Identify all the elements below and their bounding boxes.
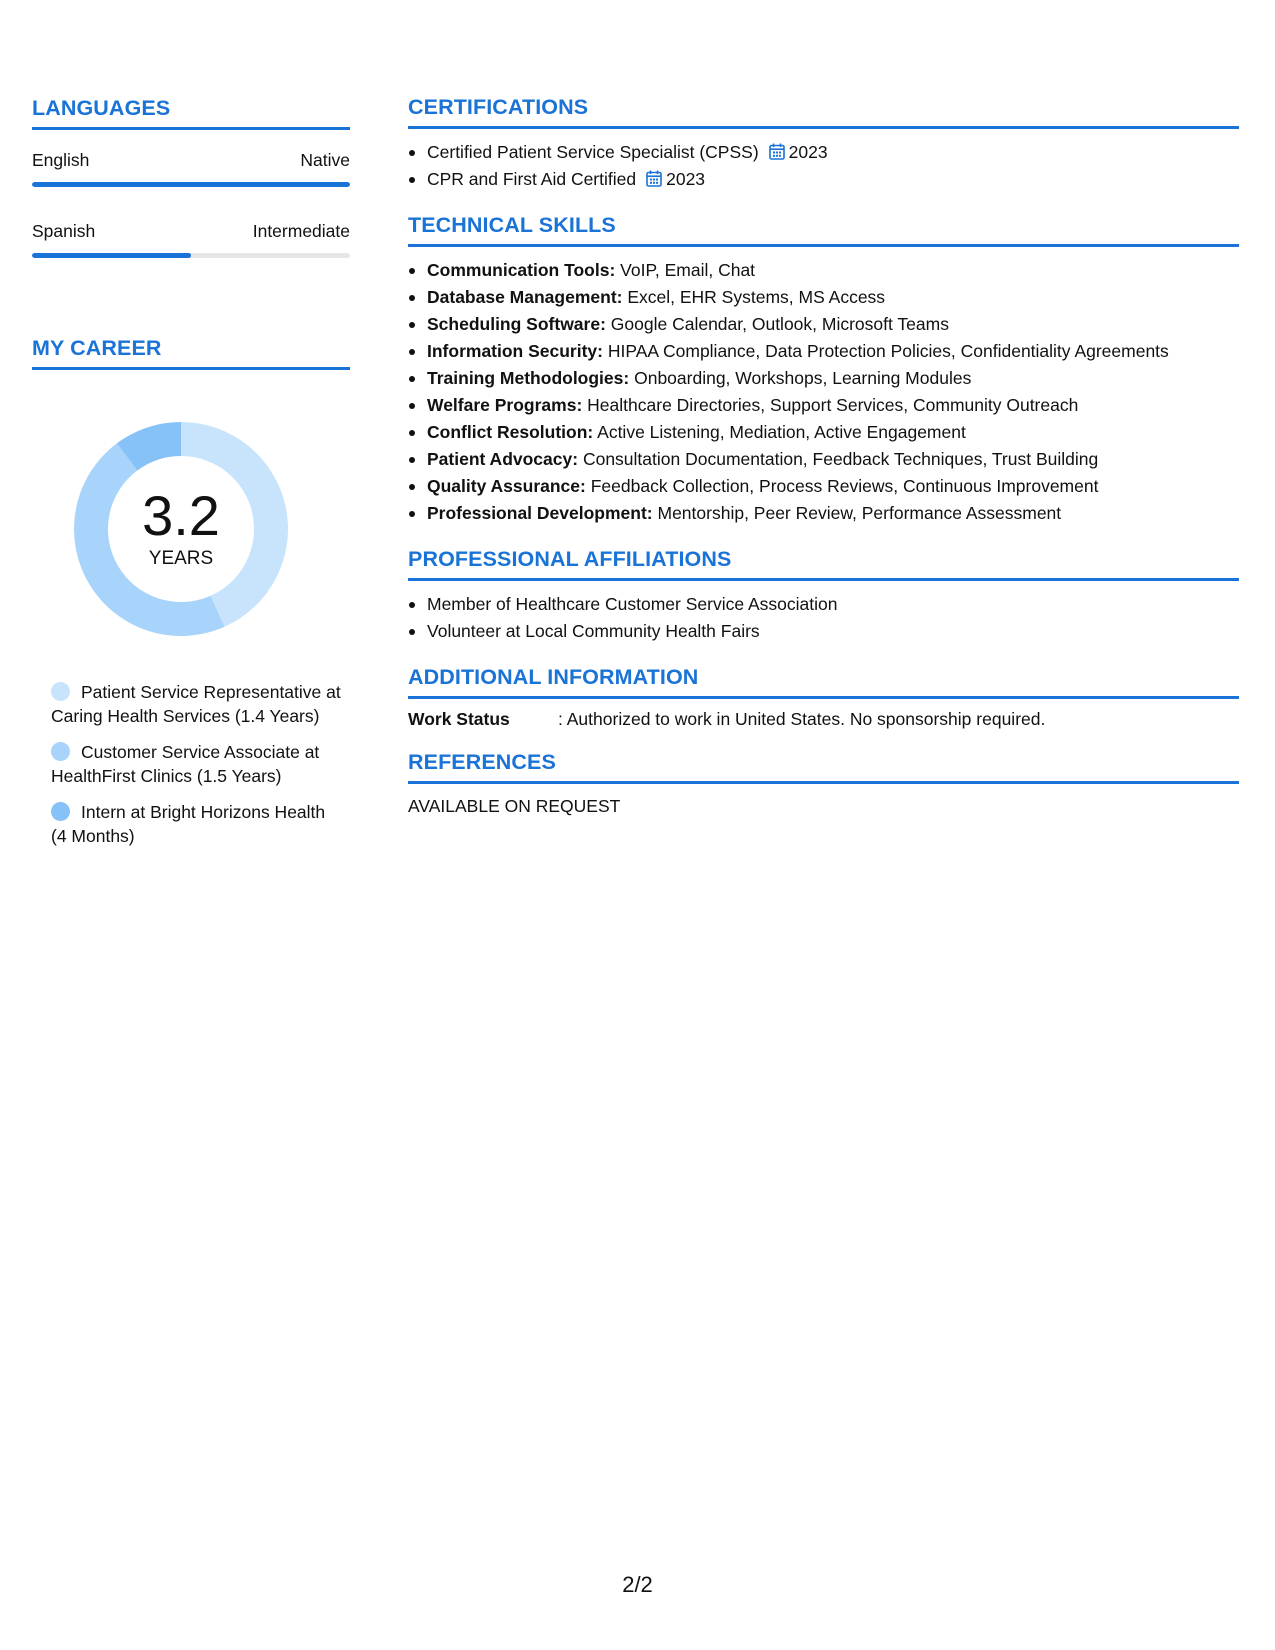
legend-dot [51, 682, 70, 701]
languages-heading: LANGUAGES [32, 96, 350, 130]
career-heading: MY CAREER [32, 336, 350, 370]
skill-label: Professional Development: [427, 503, 653, 523]
language-name: Spanish [32, 221, 96, 241]
skill-label: Information Security: [427, 341, 603, 361]
language-english [32, 150, 350, 187]
language-level: Intermediate [252, 221, 350, 241]
language-proficiency-fill [32, 253, 191, 258]
language-name: English [32, 150, 90, 170]
skill-value: Consultation Documentation, Feedback Techniques, Trust Building [582, 449, 1099, 469]
additional-info-section [408, 665, 1239, 730]
skill-label: Welfare Programs: [427, 395, 583, 415]
legend-item [51, 740, 341, 788]
technical-skills-heading: TECHNICAL SKILLS [408, 213, 1239, 247]
skill-item [408, 311, 1239, 338]
certifications-list [408, 139, 1239, 193]
legend-item [51, 800, 341, 848]
skill-item [408, 419, 1239, 446]
skill-item [408, 365, 1239, 392]
donut-center [66, 414, 296, 644]
skill-item [408, 257, 1239, 284]
work-status-value: : Authorized to work in United States. No sponsorship required. [558, 709, 1046, 729]
skill-value: VoIP, Email, Chat [620, 260, 756, 280]
affiliations-section [408, 547, 1239, 645]
skill-value: Excel, EHR Systems, MS Access [627, 287, 886, 307]
references-text: AVAILABLE ON REQUEST [408, 796, 621, 816]
right-column [408, 95, 1239, 837]
skill-label: Quality Assurance: [427, 476, 586, 496]
skill-label: Training Methodologies: [427, 368, 630, 388]
skill-item [408, 446, 1239, 473]
career-total-value: 3.2 [142, 484, 220, 547]
affiliations-heading: PROFESSIONAL AFFILIATIONS [408, 547, 1239, 581]
certification-year: 2023 [666, 169, 706, 189]
affiliations-list [408, 591, 1239, 645]
skill-label: Conflict Resolution: [427, 422, 594, 442]
page-number: 2/2 [622, 1572, 653, 1597]
language-level: Native [300, 150, 350, 170]
skill-label: Database Management: [427, 287, 623, 307]
skill-item [408, 473, 1239, 500]
calendar-icon [769, 143, 785, 160]
career-donut-chart [66, 414, 296, 644]
skill-value: Feedback Collection, Process Reviews, Continuous Improvement [590, 476, 1099, 496]
legend-label: Customer Service Associate at HealthFirst Clinics (1.5 Years) [51, 742, 320, 786]
skill-label: Communication Tools: [427, 260, 616, 280]
work-status-label: Work Status [408, 709, 510, 729]
additional-info-heading: ADDITIONAL INFORMATION [408, 665, 1239, 699]
skill-value: Mentorship, Peer Review, Performance Assessment [657, 503, 1062, 523]
skill-value: Healthcare Directories, Support Services, Community Outreach [587, 395, 1079, 415]
language-proficiency-bar [32, 253, 350, 258]
legend-label: Intern at Bright Horizons Health (4 Months) [51, 802, 326, 846]
skill-value: HIPAA Compliance, Data Protection Policies, Confidentiality Agreements [607, 341, 1169, 361]
skill-value: Active Listening, Mediation, Active Engagement [597, 422, 966, 442]
legend-dot [51, 742, 70, 761]
legend-item [51, 680, 341, 728]
skill-label: Patient Advocacy: [427, 449, 579, 469]
career-total-unit: YEARS [148, 548, 214, 569]
left-column [32, 96, 350, 860]
career-legend [51, 680, 341, 848]
skill-item [408, 500, 1239, 527]
language-proficiency-bar [32, 182, 350, 187]
language-proficiency-fill [32, 182, 350, 187]
certification-name: CPR and First Aid Certified [427, 169, 637, 189]
certification-year: 2023 [788, 142, 828, 162]
calendar-icon [646, 170, 662, 187]
technical-skills-list [408, 257, 1239, 527]
skill-value: Google Calendar, Outlook, Microsoft Teams [610, 314, 949, 334]
legend-dot [51, 802, 70, 821]
affiliation-item: Member of Healthcare Customer Service Association [408, 591, 1239, 618]
certification-name: Certified Patient Service Specialist (CPSS) [427, 142, 759, 162]
references-section [408, 750, 1239, 817]
skill-label: Scheduling Software: [427, 314, 606, 334]
certifications-section [408, 95, 1239, 193]
work-status-row [408, 709, 1239, 730]
skill-item [408, 338, 1239, 365]
references-heading: REFERENCES [408, 750, 1239, 784]
legend-label: Patient Service Representative at Caring Health Services (1.4 Years) [51, 682, 341, 726]
skill-item [408, 284, 1239, 311]
language-spanish [32, 221, 350, 258]
skill-value: Onboarding, Workshops, Learning Modules [634, 368, 972, 388]
technical-skills-section [408, 213, 1239, 527]
certification-item [408, 166, 1239, 193]
certifications-heading: CERTIFICATIONS [408, 95, 1239, 129]
skill-item [408, 392, 1239, 419]
certification-item [408, 139, 1239, 166]
affiliation-item: Volunteer at Local Community Health Fairs [408, 618, 1239, 645]
